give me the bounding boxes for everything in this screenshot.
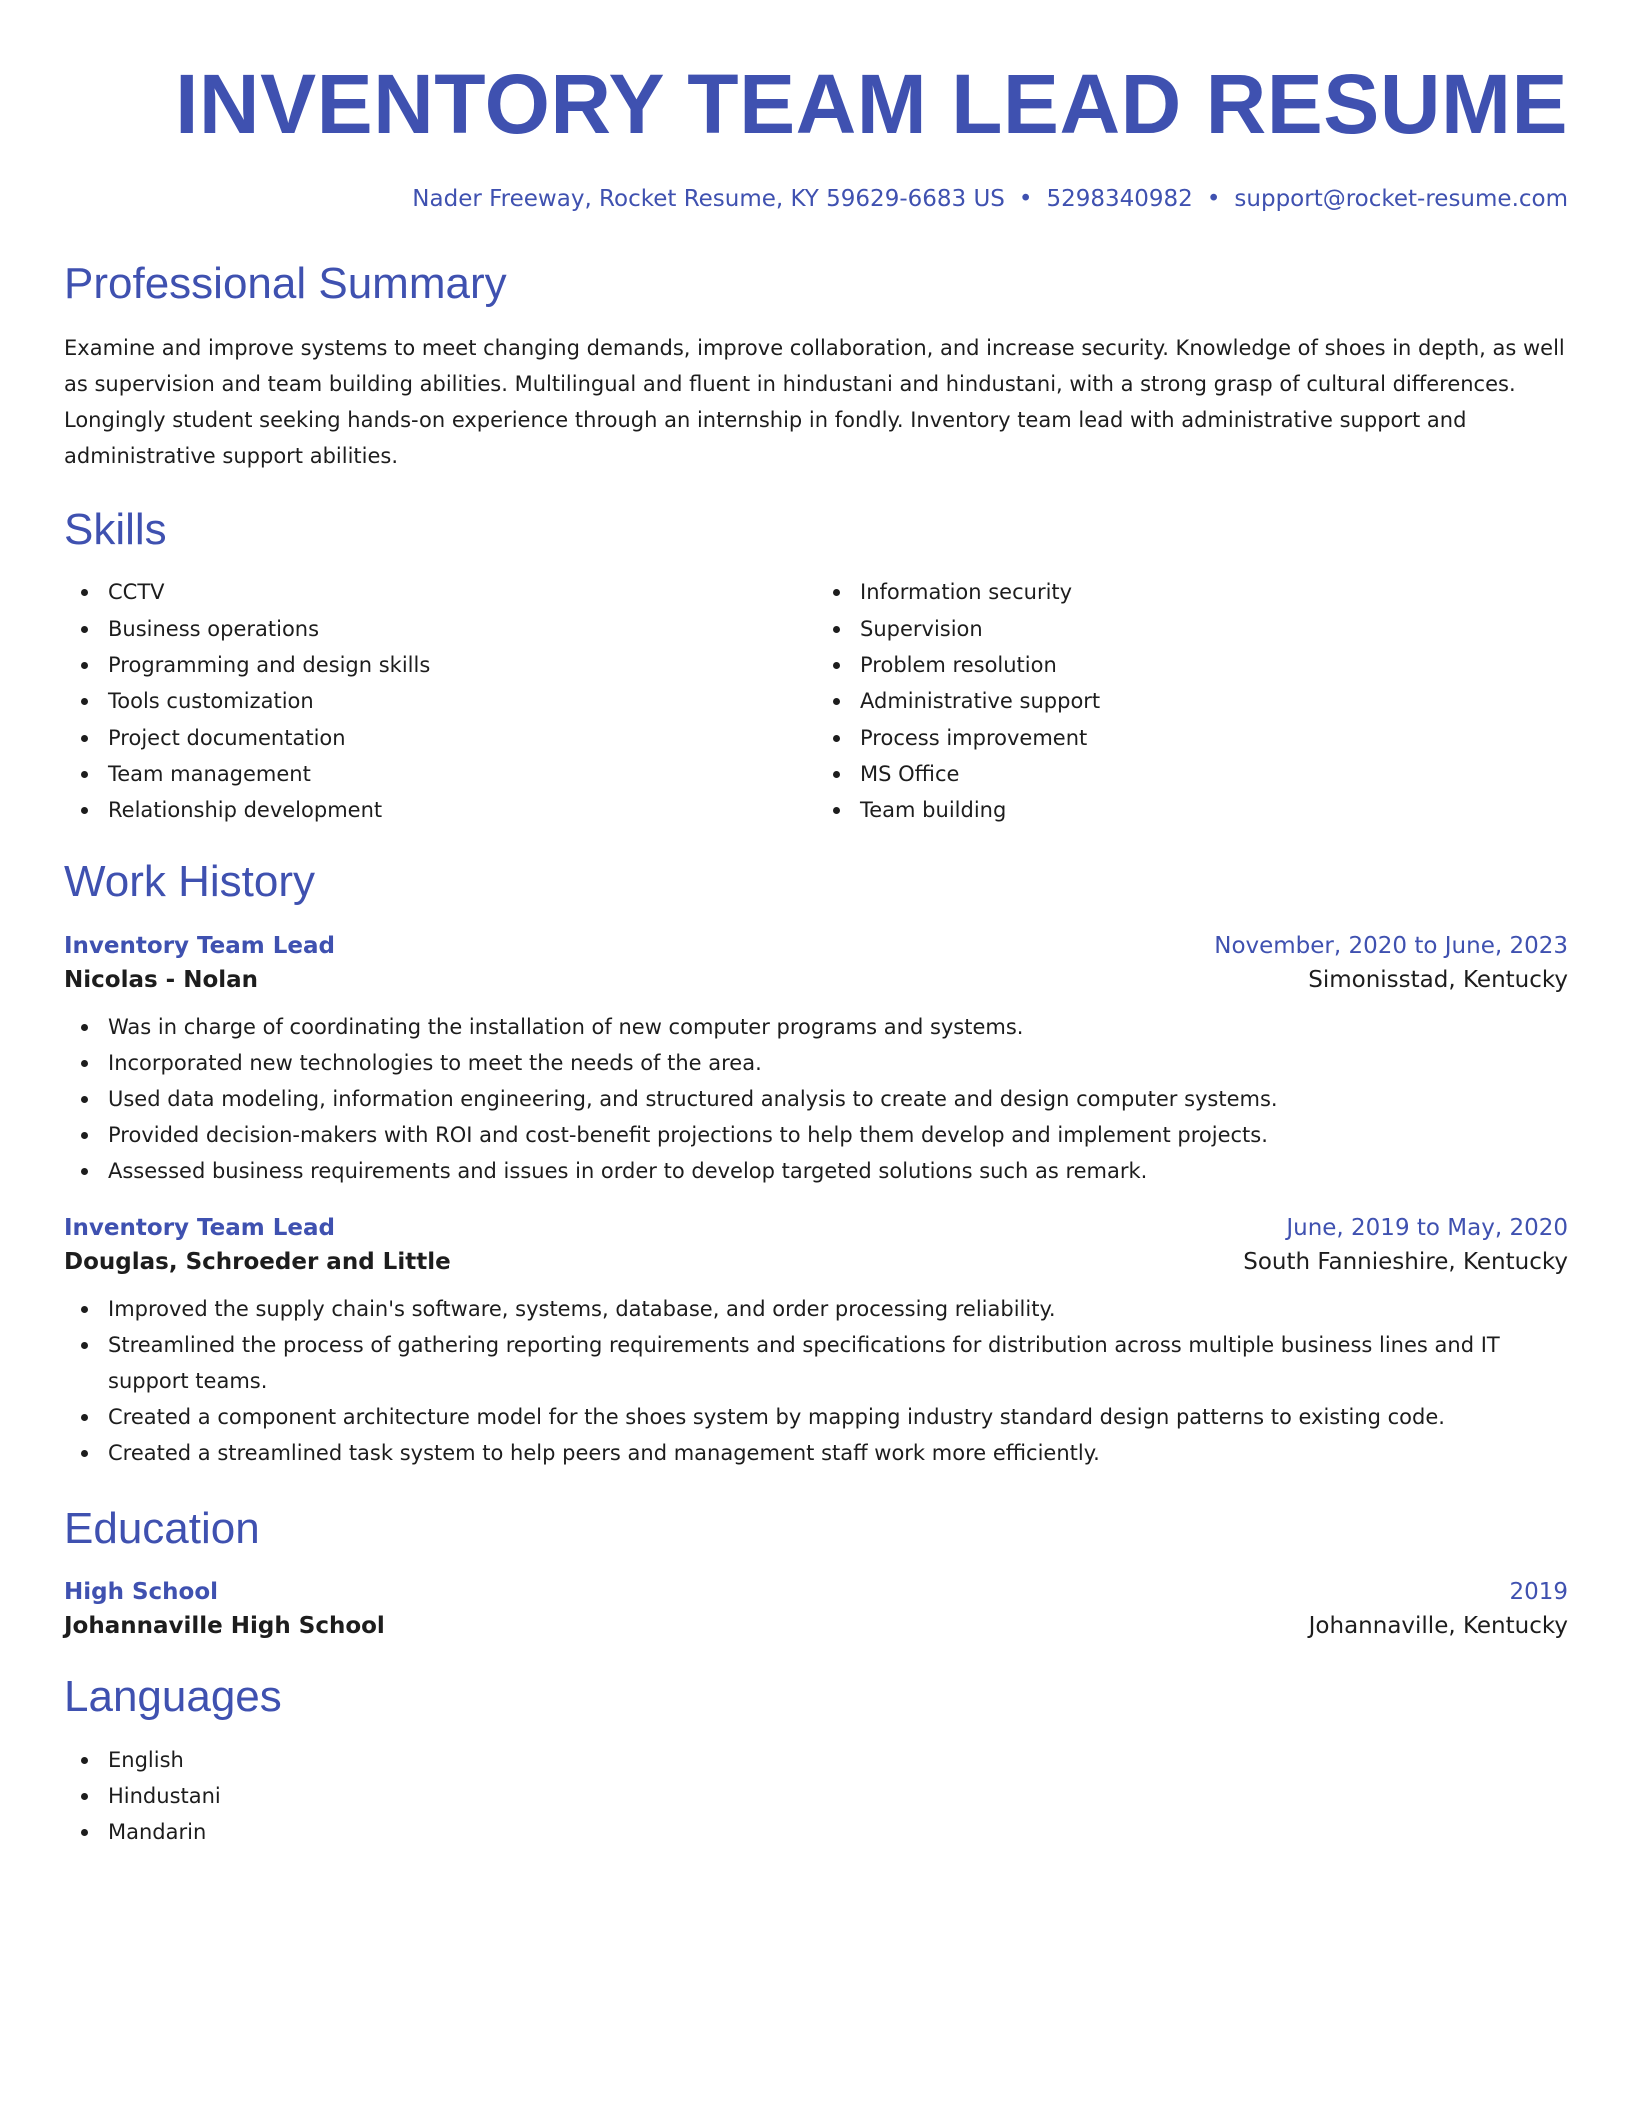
language-item: English — [64, 1742, 1568, 1778]
education-degree: High School — [64, 1579, 219, 1606]
contact-email: support@rocket-resume.com — [1234, 186, 1568, 212]
skills-column-right — [816, 574, 1568, 828]
education-subheader — [64, 1613, 1568, 1639]
skill-item: Problem resolution — [816, 647, 1568, 683]
skill-item: Process improvement — [816, 720, 1568, 756]
education-header — [64, 1579, 1568, 1605]
education-year: 2019 — [1509, 1579, 1568, 1606]
job-bullet: Was in charge of coordinating the installation of new computer programs and systems. — [64, 1009, 1568, 1045]
contact-separator: • — [1018, 186, 1033, 212]
skills-list — [64, 574, 1568, 828]
job-entry — [64, 1215, 1568, 1471]
job-bullet: Improved the supply chain's software, systems, database, and order processing reliability. — [64, 1291, 1568, 1327]
education-school: Johannaville High School — [64, 1613, 385, 1640]
job-bullet: Incorporated new technologies to meet the needs of the area. — [64, 1045, 1568, 1081]
skills-heading: Skills — [64, 504, 167, 554]
contact-line — [64, 186, 1568, 214]
job-bullets — [64, 1291, 1568, 1471]
skill-item: Programming and design skills — [64, 647, 816, 683]
education-heading: Education — [64, 1503, 260, 1553]
job-role: Inventory Team Lead — [64, 932, 336, 959]
job-bullet: Created a streamlined task system to help peers and management staff work more efficiently. — [64, 1435, 1568, 1471]
languages-list — [64, 1742, 1568, 1850]
job-header — [64, 1215, 1568, 1241]
education-location: Johannaville, Kentucky — [1308, 1613, 1568, 1640]
skill-item: Relationship development — [64, 792, 816, 828]
job-subheader — [64, 967, 1568, 993]
job-role: Inventory Team Lead — [64, 1214, 336, 1241]
skill-item: Administrative support — [816, 683, 1568, 719]
skill-item: Business operations — [64, 611, 816, 647]
skill-item: CCTV — [64, 574, 816, 610]
skill-item: MS Office — [816, 756, 1568, 792]
contact-separator: • — [1206, 186, 1221, 212]
job-bullet: Created a component architecture model for the shoes system by mapping industry standard design patterns to existing code. — [64, 1399, 1568, 1435]
skill-item: Project documentation — [64, 720, 816, 756]
language-item: Hindustani — [64, 1778, 1568, 1814]
job-bullet: Assessed business requirements and issues in order to develop targeted solutions such as remark. — [64, 1153, 1568, 1189]
contact-phone: 5298340982 — [1046, 186, 1193, 212]
skill-item: Information security — [816, 574, 1568, 610]
contact-address: Nader Freeway, Rocket Resume, KY 59629-6683 US — [412, 186, 1005, 212]
skill-item: Tools customization — [64, 683, 816, 719]
skill-item: Team building — [816, 792, 1568, 828]
job-dates: November, 2020 to June, 2023 — [1214, 932, 1568, 959]
job-dates: June, 2019 to May, 2020 — [1286, 1214, 1568, 1241]
job-location: Simonisstad, Kentucky — [1308, 966, 1568, 993]
job-entry — [64, 933, 1568, 1189]
skill-item: Team management — [64, 756, 816, 792]
job-bullet: Used data modeling, information engineering, and structured analysis to create and design computer systems. — [64, 1081, 1568, 1117]
languages-heading: Languages — [64, 1672, 282, 1722]
work-history-heading: Work History — [64, 857, 315, 907]
job-bullet: Streamlined the process of gathering reporting requirements and specifications for distribution across multiple business lines and IT support teams. — [64, 1327, 1568, 1399]
skills-column-left — [64, 574, 816, 828]
job-company: Douglas, Schroeder and Little — [64, 1248, 451, 1275]
language-item: Mandarin — [64, 1814, 1568, 1850]
job-company: Nicolas - Nolan — [64, 966, 259, 993]
skill-item: Supervision — [816, 611, 1568, 647]
job-bullets — [64, 1009, 1568, 1189]
job-bullet: Provided decision-makers with ROI and cost-benefit projections to help them develop and implement projects. — [64, 1117, 1568, 1153]
job-subheader — [64, 1249, 1568, 1275]
summary-heading: Professional Summary — [64, 258, 507, 308]
job-header — [64, 933, 1568, 959]
education-entry — [64, 1579, 1568, 1639]
summary-text: Examine and improve systems to meet changing demands, improve collaboration, and increase security. Knowledge of shoes in depth, as well as supervision and team building abilities. Multilingual and fluent in hindustani and hindustani, with a strong grasp of cultural differences. Longingly student seeking hands-on experience through an internship in fondly. Inventory team lead with administrative support and administrative support abilities. — [64, 335, 1565, 468]
resume-title: INVENTORY TEAM LEAD RESUME — [175, 57, 1568, 151]
job-location: South Fannieshire, Kentucky — [1243, 1248, 1568, 1275]
